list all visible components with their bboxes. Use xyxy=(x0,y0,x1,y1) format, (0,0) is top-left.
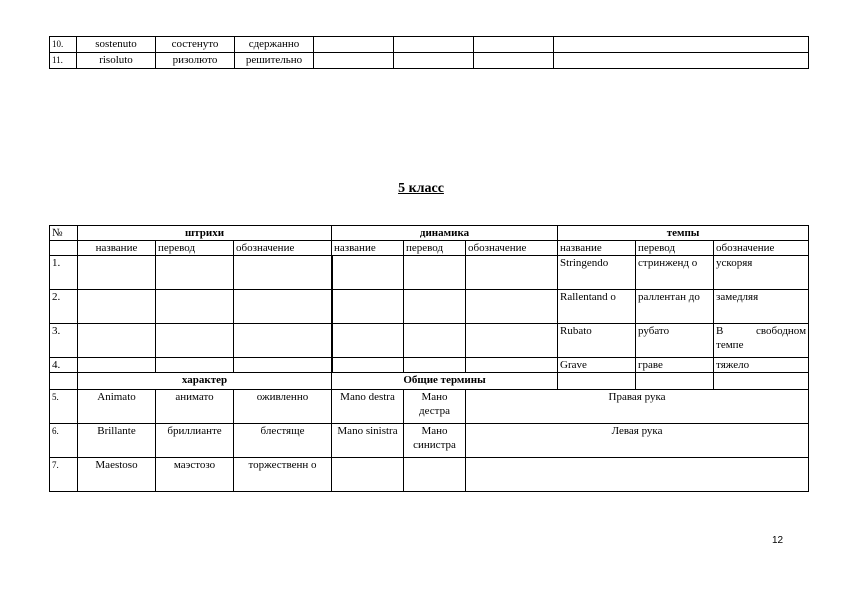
term-transliteration: состенуто xyxy=(156,37,235,53)
term-italian: Maestoso xyxy=(78,458,156,492)
group-header-tempy: темпы xyxy=(558,226,809,241)
col-header-perevod: перевод xyxy=(156,241,234,256)
table-row xyxy=(50,390,809,424)
row-number: 3. xyxy=(50,324,78,358)
page-number: 12 xyxy=(772,535,784,546)
term-translation: сдержанно xyxy=(235,37,314,53)
row-number: 7. xyxy=(50,458,78,492)
table-row xyxy=(50,458,809,492)
general-term-translation: Правая рука xyxy=(466,390,809,424)
row-number: 2. xyxy=(50,290,78,324)
term-transliteration: маэстозо xyxy=(156,458,234,492)
col-header-oboznachenie: обозначение xyxy=(466,241,558,256)
group-header-row xyxy=(50,226,809,241)
tempo-meaning: ускоряя xyxy=(714,256,809,290)
general-term-latin: Mano destra xyxy=(332,390,404,424)
section-header-row xyxy=(50,373,809,390)
col-header-perevod: перевод xyxy=(636,241,714,256)
col-header-perevod: перевод xyxy=(404,241,466,256)
table-row xyxy=(50,358,809,373)
col-header-nazvanie: название xyxy=(78,241,156,256)
term-transliteration: анимато xyxy=(156,390,234,424)
table-row xyxy=(50,53,809,69)
tempo-name: Rubato xyxy=(558,324,636,358)
row-number: 6. xyxy=(50,424,78,458)
col-header-oboznachenie: обозначение xyxy=(234,241,332,256)
col-header-nazvanie: название xyxy=(558,241,636,256)
tempo-name: Grave xyxy=(558,358,636,373)
general-term-transliteration: Мано синистра xyxy=(404,424,466,458)
section-header-harakter: характер xyxy=(78,373,332,390)
sub-header-row xyxy=(50,241,809,256)
tempo-transliteration: граве xyxy=(636,358,714,373)
top-table xyxy=(49,36,809,69)
row-number: 4. xyxy=(50,358,78,373)
row-number: 1. xyxy=(50,256,78,290)
general-term-translation: Левая рука xyxy=(466,424,809,458)
tempo-meaning: В свободном темпе xyxy=(714,324,809,358)
table-row xyxy=(50,256,809,290)
term-transliteration: бриллианте xyxy=(156,424,234,458)
term-translation: блестяще xyxy=(234,424,332,458)
section-header-obshchie: Общие термины xyxy=(332,373,558,390)
group-header-dinamika: динамика xyxy=(332,226,558,241)
table-row xyxy=(50,424,809,458)
col-header-nazvanie: название xyxy=(332,241,404,256)
number-header: № xyxy=(50,226,78,241)
tempo-meaning: замедляя xyxy=(714,290,809,324)
general-term-transliteration: Мано дестра xyxy=(404,390,466,424)
general-term-transliteration xyxy=(404,458,466,492)
term-translation: решительно xyxy=(235,53,314,69)
row-number: 5. xyxy=(50,390,78,424)
tempo-name: Rallentand о xyxy=(558,290,636,324)
row-number: 11. xyxy=(50,53,77,69)
table-row xyxy=(50,324,809,358)
tempo-transliteration: раллентан до xyxy=(636,290,714,324)
tempo-meaning: тяжело xyxy=(714,358,809,373)
term-italian: risoluto xyxy=(77,53,156,69)
group-header-shtrihi: штрихи xyxy=(78,226,332,241)
general-term-latin xyxy=(332,458,404,492)
terms-table xyxy=(49,225,809,492)
term-italian: Animato xyxy=(78,390,156,424)
table-row xyxy=(50,37,809,53)
tempo-transliteration: стринженд о xyxy=(636,256,714,290)
row-number: 10. xyxy=(50,37,77,53)
term-transliteration: ризолюто xyxy=(156,53,235,69)
term-italian: Brillante xyxy=(78,424,156,458)
page-heading: 5 класс xyxy=(398,181,444,196)
term-translation: оживленно xyxy=(234,390,332,424)
tempo-name: Stringendo xyxy=(558,256,636,290)
general-term-translation xyxy=(466,458,809,492)
general-term-latin: Mano sinistra xyxy=(332,424,404,458)
col-header-oboznachenie: обозначение xyxy=(714,241,809,256)
term-translation: торжественн о xyxy=(234,458,332,492)
tempo-transliteration: рубато xyxy=(636,324,714,358)
term-italian: sostenuto xyxy=(77,37,156,53)
table-row xyxy=(50,290,809,324)
